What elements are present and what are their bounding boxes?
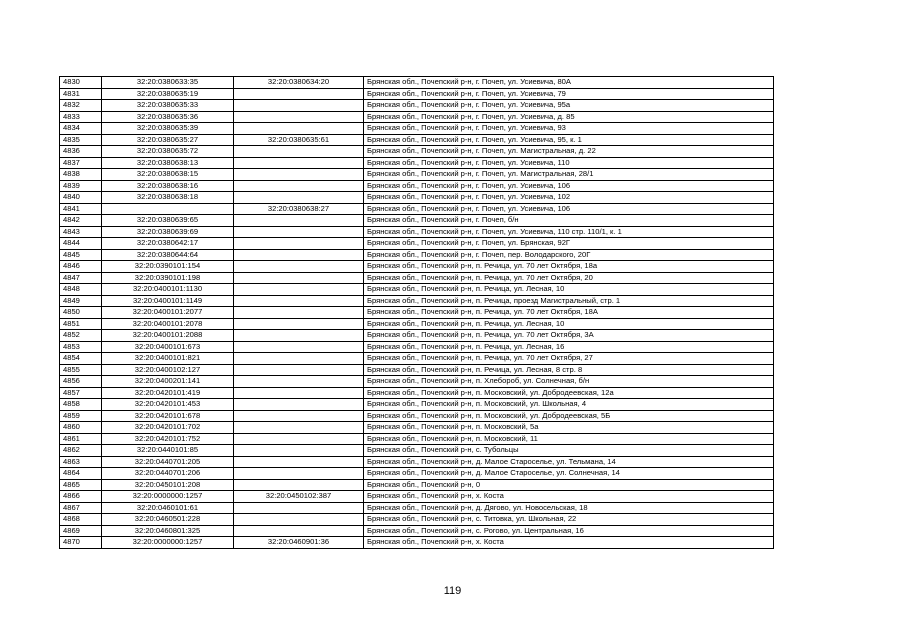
related-cadastral-number-cell	[234, 318, 364, 330]
related-cadastral-number-cell	[234, 422, 364, 434]
row-number-cell: 4834	[60, 123, 102, 135]
related-cadastral-number-cell	[234, 226, 364, 238]
cadastral-number-cell: 32:20:0460501:228	[102, 514, 234, 526]
related-cadastral-number-cell	[234, 387, 364, 399]
row-number-cell: 4852	[60, 330, 102, 342]
cadastral-number-cell: 32:20:0380638:16	[102, 180, 234, 192]
row-number-cell: 4855	[60, 364, 102, 376]
table-row	[60, 422, 774, 434]
row-number-cell: 4869	[60, 525, 102, 537]
table-row	[60, 226, 774, 238]
address-cell: Брянская обл., Почепский р-н, г. Почеп, ул. Усиевича, 106	[364, 203, 774, 215]
table-row	[60, 399, 774, 411]
row-number-cell: 4868	[60, 514, 102, 526]
row-number-cell: 4845	[60, 249, 102, 261]
address-cell: Брянская обл., Почепский р-н, г. Почеп, ул. Брянская, 92Г	[364, 238, 774, 250]
related-cadastral-number-cell	[234, 502, 364, 514]
row-number-cell: 4865	[60, 479, 102, 491]
related-cadastral-number-cell	[234, 249, 364, 261]
row-number-cell: 4836	[60, 146, 102, 158]
address-cell: Брянская обл., Почепский р-н, х. Коста	[364, 537, 774, 549]
cadastral-number-cell: 32:20:0400102:127	[102, 364, 234, 376]
address-cell: Брянская обл., Почепский р-н, п. Речица, ул. 70 лет Октября, 18А	[364, 307, 774, 319]
related-cadastral-number-cell	[234, 123, 364, 135]
address-cell: Брянская обл., Почепский р-н, д. Дягово, ул. Новосельская, 18	[364, 502, 774, 514]
cadastral-number-cell: 32:20:0380635:39	[102, 123, 234, 135]
cadastral-number-cell: 32:20:0400101:1149	[102, 295, 234, 307]
cadastral-number-cell: 32:20:0380635:19	[102, 88, 234, 100]
table-row	[60, 410, 774, 422]
related-cadastral-number-cell	[234, 261, 364, 273]
table-row	[60, 341, 774, 353]
row-number-cell: 4830	[60, 77, 102, 89]
address-cell: Брянская обл., Почепский р-н, г. Почеп, ул. Магистральная, д. 22	[364, 146, 774, 158]
table-row	[60, 445, 774, 457]
cadastral-number-cell: 32:20:0390101:154	[102, 261, 234, 273]
cadastral-number-cell: 32:20:0460101:61	[102, 502, 234, 514]
cadastral-number-cell: 32:20:0420101:678	[102, 410, 234, 422]
related-cadastral-number-cell	[234, 433, 364, 445]
row-number-cell: 4867	[60, 502, 102, 514]
row-number-cell: 4849	[60, 295, 102, 307]
row-number-cell: 4837	[60, 157, 102, 169]
address-cell: Брянская обл., Почепский р-н, г. Почеп, ул. Усиевича, 80А	[364, 77, 774, 89]
address-cell: Брянская обл., Почепский р-н, с. Титовка, ул. Школьная, 22	[364, 514, 774, 526]
row-number-cell: 4850	[60, 307, 102, 319]
table-row	[60, 479, 774, 491]
cadastral-number-cell: 32:20:0000000:1257	[102, 491, 234, 503]
address-cell: Брянская обл., Почепский р-н, п. Речица, ул. 70 лет Октября, 27	[364, 353, 774, 365]
cadastral-number-cell: 32:20:0420101:752	[102, 433, 234, 445]
address-cell: Брянская обл., Почепский р-н, г. Почеп, ул. Усиевича, 106	[364, 180, 774, 192]
cadastral-number-cell: 32:20:0380638:15	[102, 169, 234, 181]
table-row	[60, 157, 774, 169]
related-cadastral-number-cell	[234, 376, 364, 388]
row-number-cell: 4859	[60, 410, 102, 422]
related-cadastral-number-cell	[234, 157, 364, 169]
table-row	[60, 433, 774, 445]
related-cadastral-number-cell: 32:20:0380634:20	[234, 77, 364, 89]
address-cell: Брянская обл., Почепский р-н, г. Почеп, ул. Магистральная, 28/1	[364, 169, 774, 181]
table-row	[60, 77, 774, 89]
table-row	[60, 146, 774, 158]
related-cadastral-number-cell	[234, 514, 364, 526]
address-cell: Брянская обл., Почепский р-н, г. Почеп, пер. Володарского, 20Г	[364, 249, 774, 261]
address-cell: Брянская обл., Почепский р-н, г. Почеп, ул. Усиевича, д. 85	[364, 111, 774, 123]
table-row	[60, 215, 774, 227]
table-row	[60, 261, 774, 273]
related-cadastral-number-cell	[234, 169, 364, 181]
related-cadastral-number-cell	[234, 364, 364, 376]
table-row	[60, 192, 774, 204]
related-cadastral-number-cell	[234, 330, 364, 342]
table-row	[60, 514, 774, 526]
row-number-cell: 4864	[60, 468, 102, 480]
related-cadastral-number-cell	[234, 479, 364, 491]
row-number-cell: 4857	[60, 387, 102, 399]
table-row	[60, 238, 774, 250]
cadastral-number-cell: 32:20:0380638:13	[102, 157, 234, 169]
table-row	[60, 502, 774, 514]
row-number-cell: 4863	[60, 456, 102, 468]
table-row	[60, 364, 774, 376]
cadastral-number-cell: 32:20:0460801:325	[102, 525, 234, 537]
table-row	[60, 203, 774, 215]
related-cadastral-number-cell	[234, 468, 364, 480]
cadastral-number-cell: 32:20:0390101:198	[102, 272, 234, 284]
row-number-cell: 4832	[60, 100, 102, 112]
row-number-cell: 4870	[60, 537, 102, 549]
row-number-cell: 4848	[60, 284, 102, 296]
table-row	[60, 169, 774, 181]
table-row	[60, 525, 774, 537]
row-number-cell: 4866	[60, 491, 102, 503]
address-cell: Брянская обл., Почепский р-н, х. Коста	[364, 491, 774, 503]
related-cadastral-number-cell	[234, 295, 364, 307]
address-cell: Брянская обл., Почепский р-н, п. Речица, ул. Лесная, 8 стр. 8	[364, 364, 774, 376]
related-cadastral-number-cell: 32:20:0460901:36	[234, 537, 364, 549]
address-cell: Брянская обл., Почепский р-н, г. Почеп, ул. Усиевича, 110 стр. 110/1, к. 1	[364, 226, 774, 238]
row-number-cell: 4860	[60, 422, 102, 434]
related-cadastral-number-cell	[234, 341, 364, 353]
row-number-cell: 4842	[60, 215, 102, 227]
table-row	[60, 272, 774, 284]
records-table-body	[60, 77, 774, 549]
cadastral-number-cell: 32:20:0400101:2088	[102, 330, 234, 342]
cadastral-number-cell: 32:20:0400101:2078	[102, 318, 234, 330]
table-row	[60, 100, 774, 112]
address-cell: Брянская обл., Почепский р-н, п. Московский, 11	[364, 433, 774, 445]
cadastral-number-cell: 32:20:0380635:36	[102, 111, 234, 123]
row-number-cell: 4862	[60, 445, 102, 457]
related-cadastral-number-cell: 32:20:0450102:387	[234, 491, 364, 503]
related-cadastral-number-cell	[234, 284, 364, 296]
table-row	[60, 123, 774, 135]
row-number-cell: 4839	[60, 180, 102, 192]
related-cadastral-number-cell	[234, 399, 364, 411]
row-number-cell: 4838	[60, 169, 102, 181]
address-cell: Брянская обл., Почепский р-н, п. Речица, ул. 70 лет Октября, 20	[364, 272, 774, 284]
row-number-cell: 4853	[60, 341, 102, 353]
records-table	[59, 76, 774, 549]
table-row	[60, 295, 774, 307]
address-cell: Брянская обл., Почепский р-н, п. Хлебороб, ул. Солнечная, б/н	[364, 376, 774, 388]
row-number-cell: 4858	[60, 399, 102, 411]
cadastral-number-cell: 32:20:0380638:18	[102, 192, 234, 204]
address-cell: Брянская обл., Почепский р-н, п. Речица, проезд Магистральный, стр. 1	[364, 295, 774, 307]
related-cadastral-number-cell	[234, 238, 364, 250]
address-cell: Брянская обл., Почепский р-н, п. Речица, ул. 70 лет Октября, 18а	[364, 261, 774, 273]
cadastral-number-cell: 32:20:0450101:208	[102, 479, 234, 491]
related-cadastral-number-cell	[234, 445, 364, 457]
related-cadastral-number-cell	[234, 215, 364, 227]
address-cell: Брянская обл., Почепский р-н, г. Почеп, ул. Усиевича, 110	[364, 157, 774, 169]
table-row	[60, 249, 774, 261]
related-cadastral-number-cell	[234, 525, 364, 537]
cadastral-number-cell: 32:20:0440701:205	[102, 456, 234, 468]
address-cell: Брянская обл., Почепский р-н, г. Почеп, ул. Усиевича, 79	[364, 88, 774, 100]
address-cell: Брянская обл., Почепский р-н, п. Речица, ул. Лесная, 10	[364, 318, 774, 330]
cadastral-number-cell: 32:20:0420101:453	[102, 399, 234, 411]
row-number-cell: 4841	[60, 203, 102, 215]
table-row	[60, 468, 774, 480]
related-cadastral-number-cell	[234, 307, 364, 319]
address-cell: Брянская обл., Почепский р-н, д. Малое Староселье, ул. Солнечная, 14	[364, 468, 774, 480]
related-cadastral-number-cell	[234, 353, 364, 365]
cadastral-number-cell	[102, 203, 234, 215]
address-cell: Брянская обл., Почепский р-н, п. Московский, ул. Добродеевская, 5Б	[364, 410, 774, 422]
address-cell: Брянская обл., Почепский р-н, п. Московский, ул. Школьная, 4	[364, 399, 774, 411]
related-cadastral-number-cell	[234, 192, 364, 204]
address-cell: Брянская обл., Почепский р-н, п. Речица, ул. 70 лет Октября, 3А	[364, 330, 774, 342]
row-number-cell: 4846	[60, 261, 102, 273]
cadastral-number-cell: 32:20:0400101:1130	[102, 284, 234, 296]
related-cadastral-number-cell: 32:20:0380635:61	[234, 134, 364, 146]
page-number: 119	[443, 585, 462, 597]
related-cadastral-number-cell	[234, 111, 364, 123]
cadastral-number-cell: 32:20:0400201:141	[102, 376, 234, 388]
row-number-cell: 4840	[60, 192, 102, 204]
row-number-cell: 4835	[60, 134, 102, 146]
row-number-cell: 4847	[60, 272, 102, 284]
address-cell: Брянская обл., Почепский р-н, г. Почеп, б/н	[364, 215, 774, 227]
cadastral-number-cell: 32:20:0380635:33	[102, 100, 234, 112]
related-cadastral-number-cell	[234, 100, 364, 112]
address-cell: Брянская обл., Почепский р-н, п. Московский, ул. Добродеевская, 12а	[364, 387, 774, 399]
related-cadastral-number-cell: 32:20:0380638:27	[234, 203, 364, 215]
cadastral-number-cell: 32:20:0400101:821	[102, 353, 234, 365]
row-number-cell: 4844	[60, 238, 102, 250]
row-number-cell: 4856	[60, 376, 102, 388]
cadastral-number-cell: 32:20:0380642:17	[102, 238, 234, 250]
row-number-cell: 4831	[60, 88, 102, 100]
address-cell: Брянская обл., Почепский р-н, п. Речица, ул. Лесная, 10	[364, 284, 774, 296]
related-cadastral-number-cell	[234, 180, 364, 192]
address-cell: Брянская обл., Почепский р-н, 0	[364, 479, 774, 491]
related-cadastral-number-cell	[234, 88, 364, 100]
cadastral-number-cell: 32:20:0380635:27	[102, 134, 234, 146]
table-row	[60, 307, 774, 319]
table-row	[60, 387, 774, 399]
address-cell: Брянская обл., Почепский р-н, г. Почеп, ул. Усиевича, 93	[364, 123, 774, 135]
address-cell: Брянская обл., Почепский р-н, с. Рогово, ул. Центральная, 16	[364, 525, 774, 537]
cadastral-number-cell: 32:20:0380639:69	[102, 226, 234, 238]
address-cell: Брянская обл., Почепский р-н, г. Почеп, ул. Усиевича, 102	[364, 192, 774, 204]
cadastral-number-cell: 32:20:0420101:419	[102, 387, 234, 399]
cadastral-number-cell: 32:20:0380644:64	[102, 249, 234, 261]
table-row	[60, 284, 774, 296]
address-cell: Брянская обл., Почепский р-н, г. Почеп, ул. Усиевича, 95а	[364, 100, 774, 112]
address-cell: Брянская обл., Почепский р-н, п. Московский, 5а	[364, 422, 774, 434]
table-row	[60, 318, 774, 330]
cadastral-number-cell: 32:20:0380633:35	[102, 77, 234, 89]
table-row	[60, 491, 774, 503]
row-number-cell: 4833	[60, 111, 102, 123]
table-row	[60, 537, 774, 549]
address-cell: Брянская обл., Почепский р-н, г. Почеп, ул. Усиевича, 95, к. 1	[364, 134, 774, 146]
row-number-cell: 4854	[60, 353, 102, 365]
table-row	[60, 330, 774, 342]
cadastral-number-cell: 32:20:0420101:702	[102, 422, 234, 434]
table-row	[60, 353, 774, 365]
cadastral-number-cell: 32:20:0380639:65	[102, 215, 234, 227]
row-number-cell: 4861	[60, 433, 102, 445]
related-cadastral-number-cell	[234, 272, 364, 284]
address-cell: Брянская обл., Почепский р-н, с. Тубольцы	[364, 445, 774, 457]
cadastral-number-cell: 32:20:0400101:2077	[102, 307, 234, 319]
address-cell: Брянская обл., Почепский р-н, д. Малое Староселье, ул. Тельмана, 14	[364, 456, 774, 468]
related-cadastral-number-cell	[234, 410, 364, 422]
row-number-cell: 4843	[60, 226, 102, 238]
cadastral-number-cell: 32:20:0000000:1257	[102, 537, 234, 549]
address-cell: Брянская обл., Почепский р-н, п. Речица, ул. Лесная, 16	[364, 341, 774, 353]
cadastral-number-cell: 32:20:0400101:673	[102, 341, 234, 353]
related-cadastral-number-cell	[234, 456, 364, 468]
table-row	[60, 376, 774, 388]
row-number-cell: 4851	[60, 318, 102, 330]
table-row	[60, 180, 774, 192]
cadastral-number-cell: 32:20:0440701:206	[102, 468, 234, 480]
table-row	[60, 111, 774, 123]
cadastral-number-cell: 32:20:0380635:72	[102, 146, 234, 158]
table-row	[60, 134, 774, 146]
table-row	[60, 88, 774, 100]
cadastral-number-cell: 32:20:0440101:85	[102, 445, 234, 457]
table-row	[60, 456, 774, 468]
related-cadastral-number-cell	[234, 146, 364, 158]
